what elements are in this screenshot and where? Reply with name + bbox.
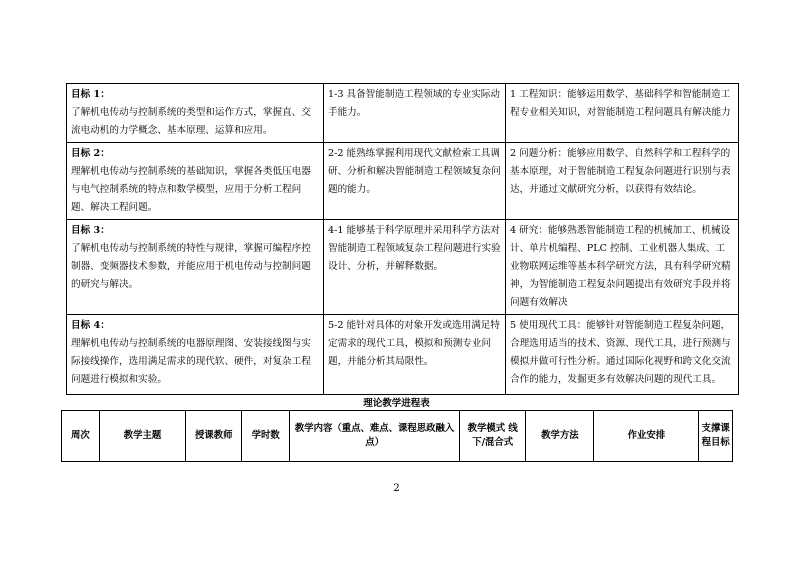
objective-row — [67, 315, 739, 395]
objective-cell — [67, 84, 324, 143]
header-week: 周次 — [62, 411, 100, 462]
header-teacher: 授课教师 — [186, 411, 242, 462]
page-number: 2 — [393, 483, 400, 494]
schedule-header-row — [62, 411, 733, 462]
indicator-cell: 4-1 能够基于科学原理并采用科学方法对智能制造工程领域复杂工程问题进行实验设计、分析，并解释数据。 — [324, 220, 506, 315]
header-content: 教学内容（重点、难点、课程思政融入点） — [290, 411, 460, 462]
objective-row — [67, 220, 739, 315]
objective-row — [67, 143, 739, 220]
indicator-cell: 5-2 能针对具体的对象开发或选用满足特定需求的现代工具，模拟和预测专业问题，并能分析其局限性。 — [324, 315, 506, 395]
header-mode: 教学模式 线下/混合式 — [460, 411, 526, 462]
objective-row — [67, 84, 739, 143]
requirement-cell: 1 工程知识：能够运用数学、基础科学和智能制造工程专业相关知识，对智能制造工程问题具有解决能力 — [506, 84, 739, 143]
objective-description: 理解机电传动与控制系统的电器原理图、安装接线图与实际接线操作，选用满足需求的现代软、硬件，对复杂工程问题进行模拟和实验。 — [71, 338, 311, 385]
objectives-table — [66, 83, 739, 395]
header-method: 教学方法 — [526, 411, 594, 462]
schedule-table — [61, 410, 733, 462]
objective-title: 目标 3： — [71, 225, 110, 236]
objective-description: 理解机电传动与控制系统的基础知识，掌握各类低压电器与电气控制系统的特点和数学模型，应用于分析工程问题、解决工程问题。 — [71, 166, 311, 213]
schedule-title: 理论教学进程表 — [363, 398, 430, 409]
requirement-cell: 5 使用现代工具：能够针对智能制造工程复杂问题，合理选用适当的技术、资源、现代工具，进行预测与模拟并做可行性分析。通过国际化视野和跨文化交流合作的能力，发掘更多有效解决问题的现代工具。 — [506, 315, 739, 395]
objective-title: 目标 4： — [71, 320, 110, 331]
objective-title: 目标 2： — [71, 148, 110, 159]
objective-cell — [67, 143, 324, 220]
objective-cell — [67, 315, 324, 395]
requirement-cell: 4 研究：能够熟悉智能制造工程的机械加工、机械设计、单片机编程、PLC 控制、工业机器人集成、工业物联网运维等基本科学研究方法，具有科学研究精神，为智能制造工程复杂问题提出有效研究手段并将问题有效解决 — [506, 220, 739, 315]
objective-title: 目标 1： — [71, 89, 110, 100]
indicator-cell: 1-3 具备智能制造工程领域的专业实际动手能力。 — [324, 84, 506, 143]
objective-description: 了解机电传动与控制系统的类型和运作方式，掌握直、交流电动机的力学概念、基本原理、运算和应用。 — [71, 107, 311, 136]
objective-cell — [67, 220, 324, 315]
header-homework: 作业安排 — [594, 411, 699, 462]
objective-description: 了解机电传动与控制系统的特性与规律，掌握可编程序控制器、变频器技术参数，并能应用于机电传动与控制问题的研究与解决。 — [71, 243, 311, 290]
header-objective: 支撑课程目标 — [699, 411, 733, 462]
header-hours: 学时数 — [242, 411, 290, 462]
header-topic: 教学主题 — [99, 411, 186, 462]
requirement-cell: 2 问题分析：能够应用数学、自然科学和工程科学的基本原理，对于智能制造工程复杂问题进行识别与表达，并通过文献研究分析，以获得有效结论。 — [506, 143, 739, 220]
indicator-cell: 2-2 能熟练掌握利用现代文献检索工具调研、分析和解决智能制造工程领域复杂问题的能力。 — [324, 143, 506, 220]
